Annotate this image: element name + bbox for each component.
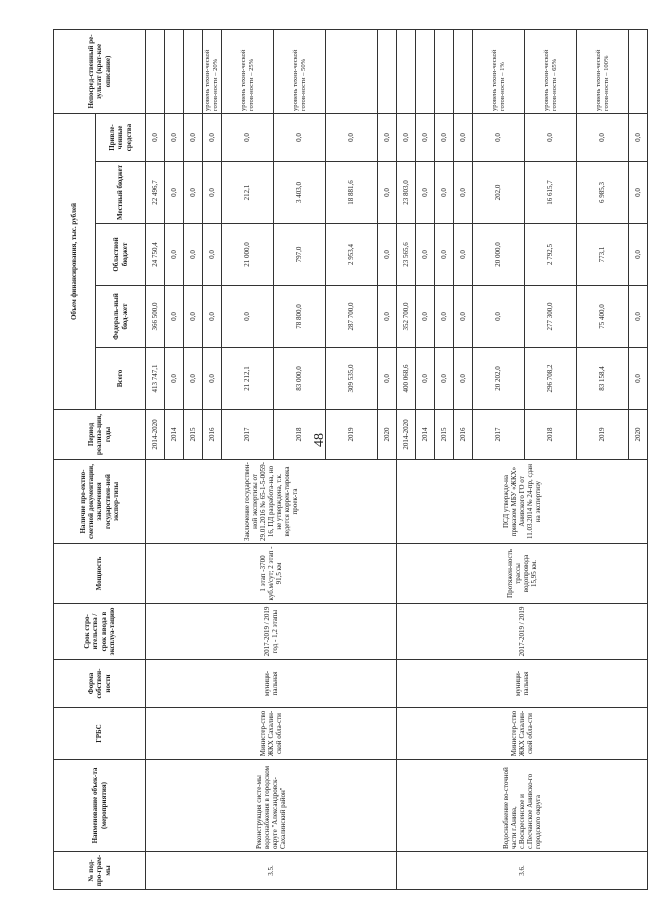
amount-local: 18 881,6 xyxy=(326,162,378,224)
amount-total: 0,0 xyxy=(165,348,184,410)
project-term: 2017-2019 / 2019 xyxy=(397,604,648,660)
project-num: 3.6. xyxy=(397,852,648,890)
amount-local: 0,0 xyxy=(416,162,435,224)
amount-local: 0,0 xyxy=(378,162,397,224)
header-regional: Областной бюджет xyxy=(96,224,146,286)
page-number: 48 xyxy=(312,433,327,447)
rotated-page xyxy=(53,30,642,890)
period-year: 2020 xyxy=(629,410,648,460)
amount-federal: 0,0 xyxy=(184,286,203,348)
amount-extra: 0,0 xyxy=(435,114,454,162)
result-text xyxy=(165,30,184,114)
amount-local: 0,0 xyxy=(184,162,203,224)
amount-total: 400 068,6 xyxy=(397,348,416,410)
project-docs: Заключение государствен-ной экспертизы от 29.01.2016 № 65-1-5-0059-16, ПД разработа-на, но не утверждена, т.к. ведется коррек-тировка проек-та xyxy=(146,460,397,544)
result-text: уровень техни-ческой готов-ности – 1% xyxy=(473,30,525,114)
header-total: Всего xyxy=(96,348,146,410)
amount-local: 22 496,7 xyxy=(146,162,165,224)
amount-local: 6 985,3 xyxy=(577,162,629,224)
amount-total: 83 158,4 xyxy=(577,348,629,410)
amount-regional: 2 792,5 xyxy=(525,224,577,286)
amount-extra: 0,0 xyxy=(184,114,203,162)
result-text xyxy=(416,30,435,114)
project-num: 3.5. xyxy=(146,852,397,890)
project-name: Реконструкция систе-мы водоснабжения в городском округе "Александровск-Сахалинский район" xyxy=(146,760,397,852)
header-term: Срок стро-ительства / срок ввода в эксплуа-тацию xyxy=(54,604,146,660)
table-row xyxy=(146,30,165,890)
period-year: 2019 xyxy=(577,410,629,460)
result-text xyxy=(629,30,648,114)
period-year: 2017 xyxy=(473,410,525,460)
amount-total: 0,0 xyxy=(416,348,435,410)
header-capacity: Мощность xyxy=(54,544,146,604)
period-year: 2019 xyxy=(326,410,378,460)
amount-federal: 0,0 xyxy=(435,286,454,348)
amount-federal: 0,0 xyxy=(416,286,435,348)
project-grbs: Министер-ство ЖКХ Сахалин-ской обла-сти xyxy=(146,708,397,760)
amount-total: 296 708,2 xyxy=(525,348,577,410)
result-text xyxy=(435,30,454,114)
amount-federal: 0,0 xyxy=(454,286,473,348)
amount-extra: 0,0 xyxy=(629,114,648,162)
project-ownership: муници-пальная xyxy=(397,660,648,708)
amount-total: 0,0 xyxy=(435,348,454,410)
header-federal: Федераль-ный бюд-жет xyxy=(96,286,146,348)
amount-extra: 0,0 xyxy=(326,114,378,162)
amount-federal: 75 400,0 xyxy=(577,286,629,348)
result-text: уровень техни-ческой готов-ности – 100% xyxy=(577,30,629,114)
amount-total: 0,0 xyxy=(184,348,203,410)
result-text: уровень техни-ческой готов-ности – 25% xyxy=(222,30,274,114)
amount-extra: 0,0 xyxy=(454,114,473,162)
amount-regional: 797,0 xyxy=(274,224,326,286)
amount-regional: 2 953,4 xyxy=(326,224,378,286)
project-term: 2017-2019 / 2019 год - 1,2 этапы xyxy=(146,604,397,660)
amount-total: 309 535,0 xyxy=(326,348,378,410)
amount-regional: 0,0 xyxy=(378,224,397,286)
period-year: 2018 xyxy=(525,410,577,460)
amount-extra: 0,0 xyxy=(378,114,397,162)
project-docs: ПСД утвержде-на приказом МБУ «ЖКХ» Анивского ГО от 11.03.2014 № 24-пр, сдан на экспертизу xyxy=(397,460,648,544)
result-text: уровень техни-ческой готов-ности – 50% xyxy=(274,30,326,114)
result-text xyxy=(397,30,416,114)
header-name: Наименование объек-та (мероприятия) xyxy=(54,760,146,852)
result-text xyxy=(378,30,397,114)
amount-extra: 0,0 xyxy=(274,114,326,162)
project-capacity: Протяжен-ность трассы водопровода 15,95 км. xyxy=(397,544,648,604)
amount-total: 0,0 xyxy=(378,348,397,410)
amount-regional: 0,0 xyxy=(165,224,184,286)
result-text: уровень техни-ческой готов-ности – 65% xyxy=(525,30,577,114)
amount-local: 0,0 xyxy=(435,162,454,224)
project-ownership: муници-пальная xyxy=(146,660,397,708)
amount-total: 0,0 xyxy=(629,348,648,410)
project-capacity: 1 этап -3700 куб.м/сут; 2 этап - 91,5 км xyxy=(146,544,397,604)
amount-local: 212,1 xyxy=(222,162,274,224)
amount-federal: 0,0 xyxy=(378,286,397,348)
table-body xyxy=(146,30,648,890)
amount-regional: 0,0 xyxy=(435,224,454,286)
period-year: 2016 xyxy=(203,410,222,460)
amount-extra: 0,0 xyxy=(203,114,222,162)
amount-regional: 23 565,6 xyxy=(397,224,416,286)
period-year: 2014 xyxy=(165,410,184,460)
amount-regional: 0,0 xyxy=(416,224,435,286)
amount-local: 0,0 xyxy=(203,162,222,224)
amount-local: 16 615,7 xyxy=(525,162,577,224)
amount-total: 20 202,0 xyxy=(473,348,525,410)
amount-federal: 287 700,0 xyxy=(326,286,378,348)
header-period: Период реализа-ции, годы xyxy=(54,410,146,460)
amount-local: 0,0 xyxy=(629,162,648,224)
amount-federal: 0,0 xyxy=(203,286,222,348)
period-year: 2020 xyxy=(378,410,397,460)
header-grbs: ГРБС xyxy=(54,708,146,760)
amount-local: 23 803,0 xyxy=(397,162,416,224)
amount-federal: 277 300,0 xyxy=(525,286,577,348)
header-financing: Объем финансирования, тыс. рублей xyxy=(54,114,96,410)
result-text: уровень техни-ческой готов-ности – 20% xyxy=(203,30,222,114)
amount-local: 0,0 xyxy=(454,162,473,224)
amount-regional: 0,0 xyxy=(184,224,203,286)
amount-extra: 0,0 xyxy=(222,114,274,162)
amount-total: 83 000,0 xyxy=(274,348,326,410)
amount-local: 3 403,0 xyxy=(274,162,326,224)
project-name: Водоснабжение во-сточной части г.Анива, с.Воскресенское и с.Песчанское Анивско-го городского округа xyxy=(397,760,648,852)
amount-regional: 24 750,4 xyxy=(146,224,165,286)
amount-extra: 0,0 xyxy=(416,114,435,162)
header-num: № под-про-грам-мы xyxy=(54,852,146,890)
period-year: 2014-2020 xyxy=(146,410,165,460)
period-year: 2014 xyxy=(416,410,435,460)
amount-total: 0,0 xyxy=(454,348,473,410)
amount-federal: 352 700,0 xyxy=(397,286,416,348)
amount-federal: 0,0 xyxy=(473,286,525,348)
period-year: 2016 xyxy=(454,410,473,460)
amount-regional: 0,0 xyxy=(454,224,473,286)
amount-federal: 0,0 xyxy=(222,286,274,348)
amount-federal: 0,0 xyxy=(165,286,184,348)
amount-extra: 0,0 xyxy=(525,114,577,162)
header-docs: Наличие про-ектно-сметной документации, заключения государствен-ной экспер-тизы xyxy=(54,460,146,544)
period-year: 2017 xyxy=(222,410,274,460)
header-extra: Привле-ченные средства xyxy=(96,114,146,162)
amount-local: 0,0 xyxy=(165,162,184,224)
header-ownership: Форма собствен-ности xyxy=(54,660,146,708)
amount-extra: 0,0 xyxy=(146,114,165,162)
amount-regional: 20 000,0 xyxy=(473,224,525,286)
period-year: 2015 xyxy=(184,410,203,460)
period-year: 2014-2020 xyxy=(397,410,416,460)
amount-regional: 773,1 xyxy=(577,224,629,286)
period-year: 2018 xyxy=(274,410,326,460)
amount-federal: 78 800,0 xyxy=(274,286,326,348)
result-text xyxy=(184,30,203,114)
amount-federal: 0,0 xyxy=(629,286,648,348)
amount-extra: 0,0 xyxy=(473,114,525,162)
financing-table xyxy=(53,29,648,890)
amount-total: 413 747,1 xyxy=(146,348,165,410)
result-text xyxy=(146,30,165,114)
header-result: Непосред-ственный ре-зультат (крат-кое описание) xyxy=(54,30,146,114)
amount-total: 0,0 xyxy=(203,348,222,410)
amount-extra: 0,0 xyxy=(577,114,629,162)
amount-regional: 0,0 xyxy=(203,224,222,286)
project-grbs: Министер-ство ЖКХ Сахалин-ской обла-сти xyxy=(397,708,648,760)
amount-regional: 0,0 xyxy=(629,224,648,286)
amount-extra: 0,0 xyxy=(165,114,184,162)
result-text xyxy=(326,30,378,114)
period-year: 2015 xyxy=(435,410,454,460)
amount-total: 21 212,1 xyxy=(222,348,274,410)
header-local: Местный бюджет xyxy=(96,162,146,224)
amount-regional: 21 000,0 xyxy=(222,224,274,286)
table-header xyxy=(54,30,146,890)
amount-extra: 0,0 xyxy=(397,114,416,162)
result-text xyxy=(454,30,473,114)
amount-federal: 366 500,0 xyxy=(146,286,165,348)
table-row xyxy=(397,30,416,890)
amount-local: 202,0 xyxy=(473,162,525,224)
